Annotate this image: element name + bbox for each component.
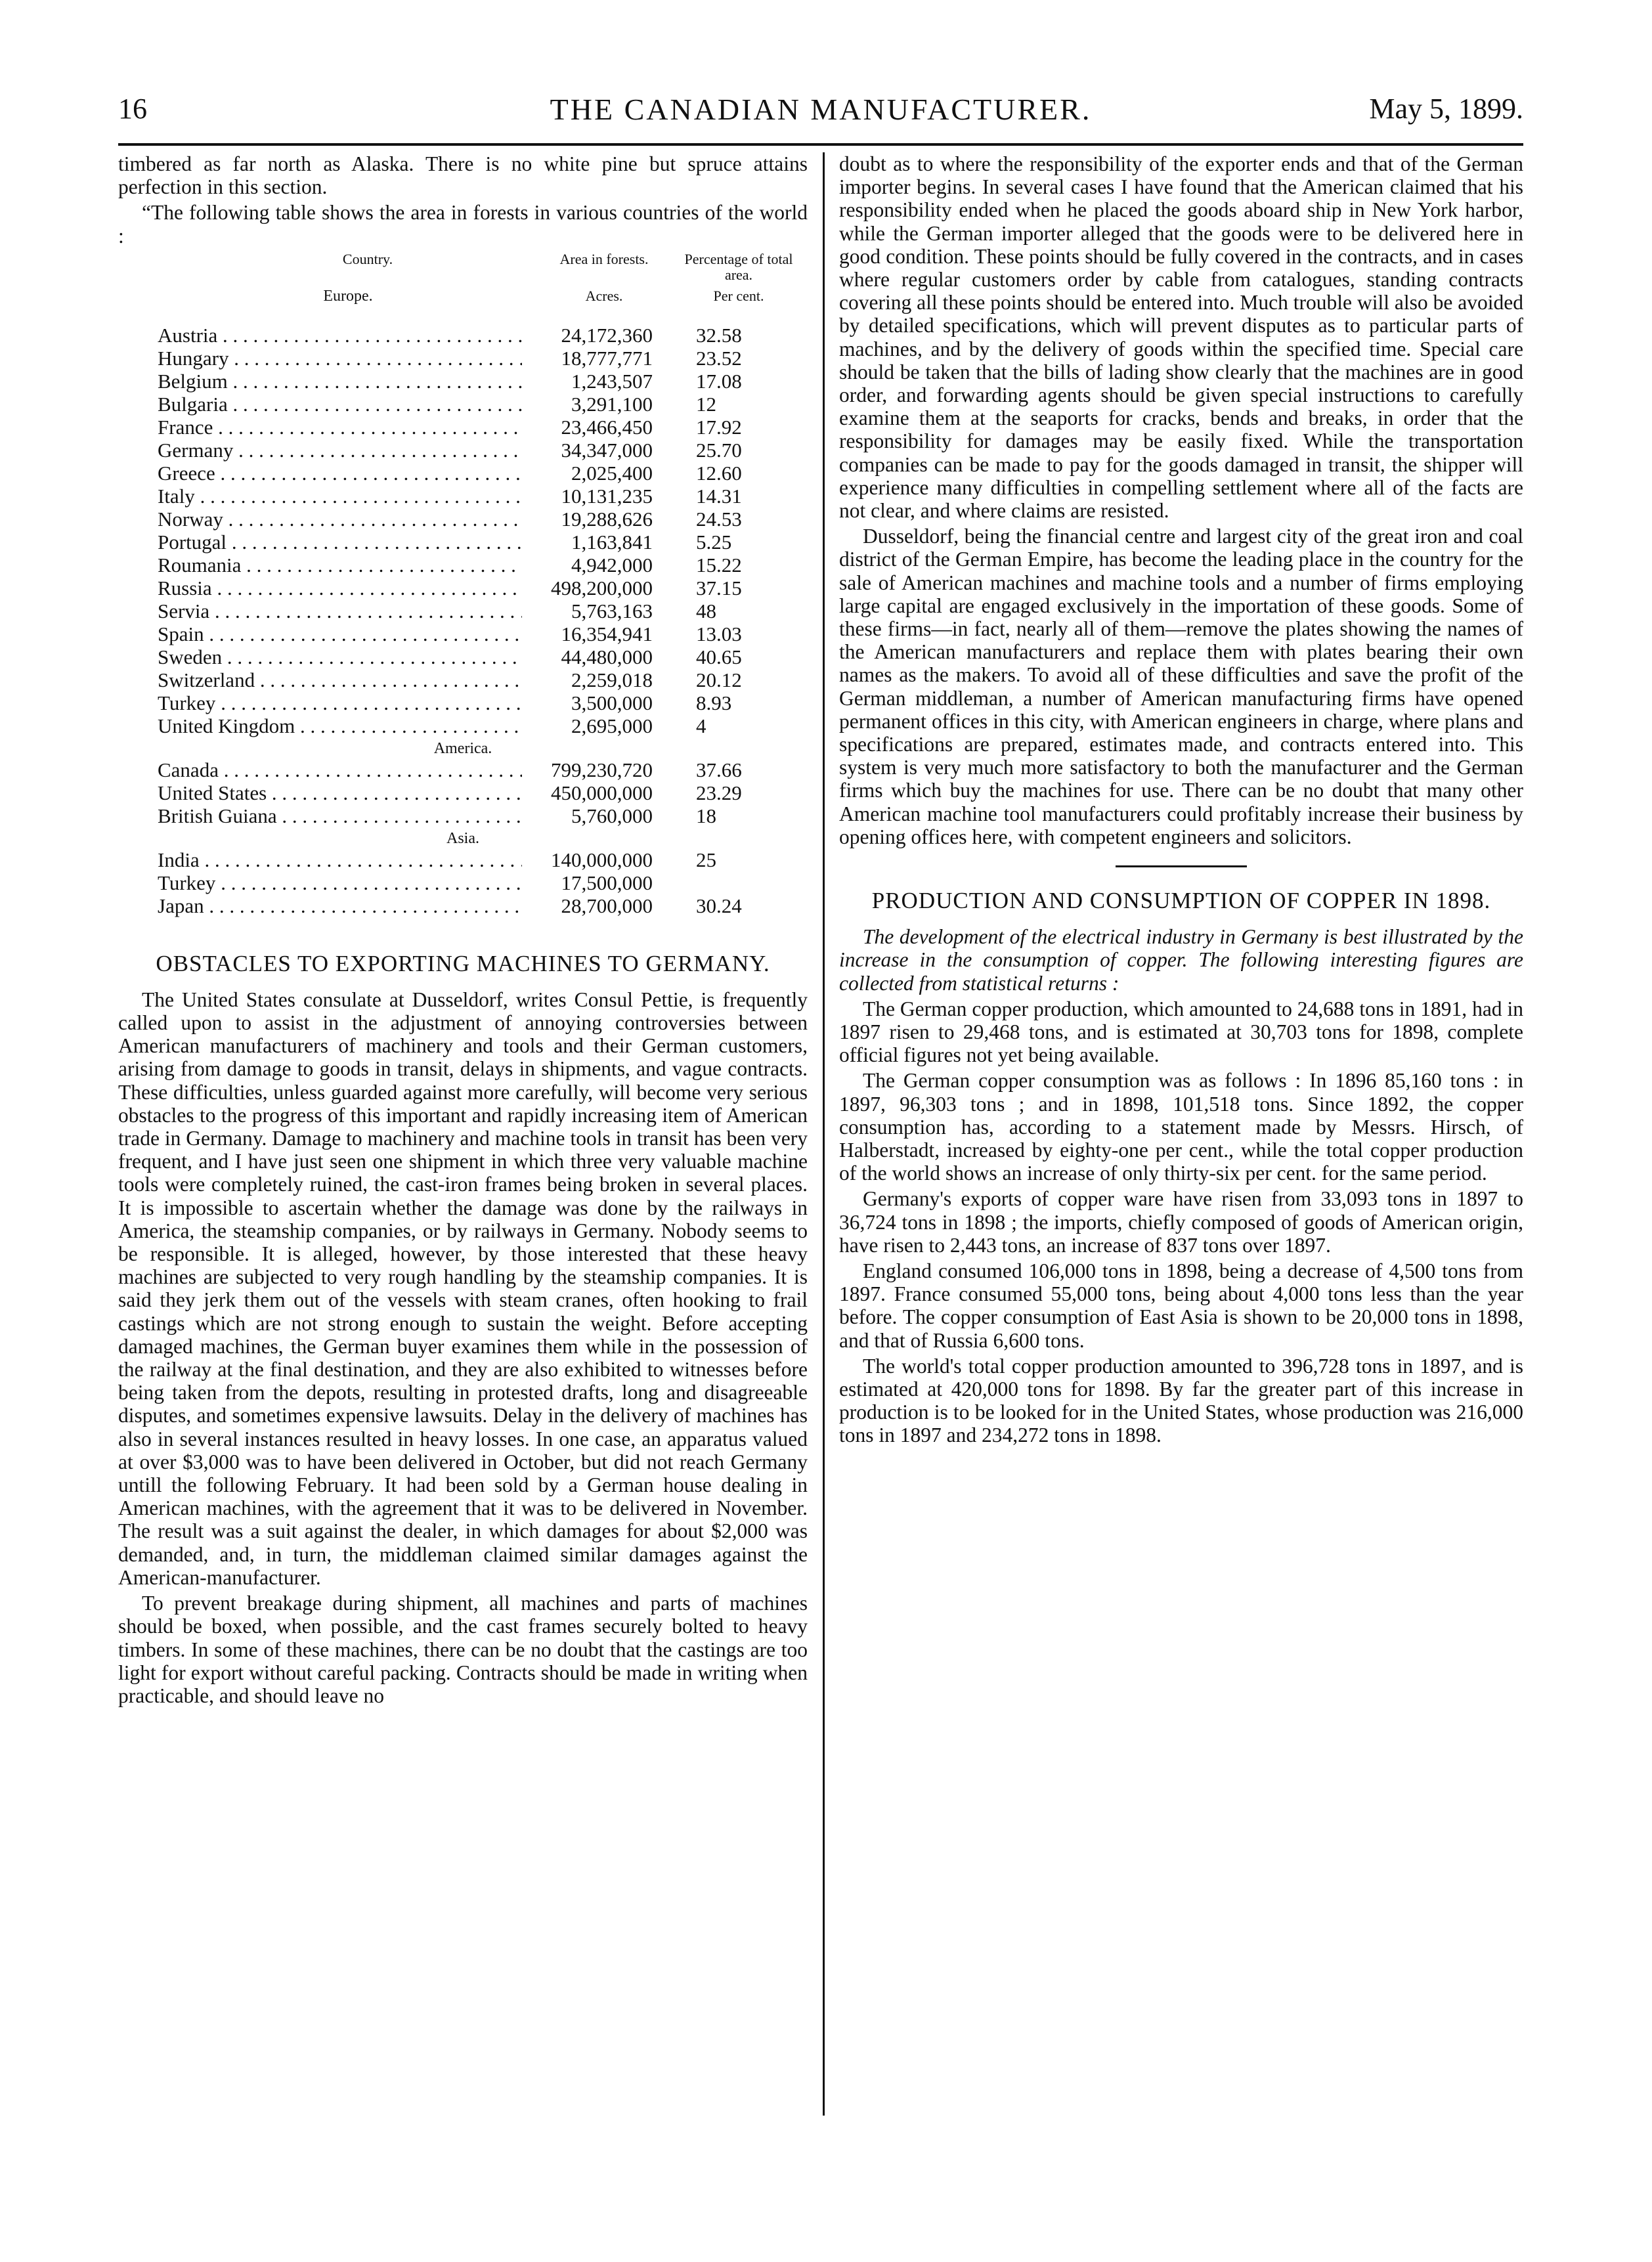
country-name: Bulgaria . . . <box>158 393 643 416</box>
percentage: 48 <box>696 599 716 622</box>
table-row <box>118 599 808 622</box>
copper-paragraph-england: England consumed 106,000 tons in 1898, being a decrease of 4,500 tons from 1897. France consumed 55,000 tons, being about 4,000 tons less than the year before. The copper consumption of East Asia is shown to be 20,000 tons in 1898, and that of Russia 6,600 tons. <box>839 1259 1523 1352</box>
percentage: 14.31 <box>696 484 742 508</box>
obstacles-paragraph-2: To prevent breakage during shipment, all machines and parts of machines should be boxed, when possible, and the cast frames securely bolted to heavy timbers. In some of these machines, there can be no doubt that the castings are too light for export without careful packing. Contracts should be made in writing when practicable, and should leave no <box>118 1592 808 1707</box>
article-title-obstacles: OBSTACLES TO EXPORTING MACHINES TO GERMANY. <box>156 950 770 976</box>
table-row <box>118 668 808 691</box>
area-acres: 28,700,000 <box>522 894 653 917</box>
area-acres: 2,695,000 <box>522 714 653 737</box>
article-title-copper: PRODUCTION AND CONSUMPTION OF COPPER IN 1898. <box>871 888 1491 914</box>
country-name: United States . . . <box>158 781 643 804</box>
area-acres: 10,131,235 <box>522 485 653 508</box>
percentage: 37.15 <box>696 576 742 599</box>
area-acres: 5,760,000 <box>522 804 653 827</box>
country-name: Greece . . . <box>158 462 643 485</box>
col-header-country: Country. <box>342 250 393 267</box>
table-row <box>118 714 808 737</box>
country-name: Norway . . . <box>158 508 643 531</box>
unit-per-cent: Per cent. <box>713 287 764 304</box>
area-acres: 2,025,400 <box>522 462 653 485</box>
section-europe: Europe. <box>323 287 373 305</box>
percentage: 12.60 <box>696 461 742 485</box>
left-column <box>118 152 808 1710</box>
percentage: 5.25 <box>696 530 732 554</box>
right-column <box>839 152 1523 1450</box>
table-intro: “The following table shows the area in forests in various countries of the world : <box>118 201 808 248</box>
area-acres: 3,500,000 <box>522 691 653 714</box>
table-row <box>118 554 808 576</box>
area-acres: 16,354,941 <box>522 622 653 645</box>
section-asia: Asia. <box>446 829 479 847</box>
table-section-asia <box>118 848 808 917</box>
area-acres: 19,288,626 <box>522 508 653 531</box>
percentage: 32.58 <box>696 323 742 347</box>
table-row <box>118 691 808 714</box>
percentage: 23.52 <box>696 346 742 370</box>
percentage: 8.93 <box>696 691 732 714</box>
country-name: Hungary . . . <box>158 347 643 370</box>
percentage: 25.70 <box>696 438 742 462</box>
percentage: 20.12 <box>696 668 742 691</box>
obstacles-paragraph-1: The United States consulate at Dusseldorf, writes Consul Pettie, is frequently called upon to assist in the adjustment of annoying controversies between American manufacturers of machinery and tools and their German customers, arising from damage to goods in transit, delays in shipments, and vague contracts. These difficulties, unless guarded against more carefully, will become very serious obstacles to the progress of this important and rapidly increasing item of American trade in Germany. Damage to machinery and machine tools in transit has been very frequent, and I have just seen one shipment in which three very valuable machine tools were completely ruined, the cast-iron frames being broken in several places. It is impossible to ascertain whether the damage was done by the railways in America, the steamship companies, or by railways in Germany. Nobody seems to be responsible. It is alleged, however, by those interested that these heavy machines are subjected to very rough handling by the steamship companies. It is said they jerk them out of the vessels with steam cranes, often hooking to frail castings which are not strong enough to sustain the weight. Before accepting damaged machines, the German buyer examines them while in the possession of the railway at the final destination, and they are also exhibited to witnesses before being taken from the depots, resulting in protested drafts, long and disagreeable disputes, and sometimes expensive lawsuits. Delay in the delivery of machines has also in several instances resulted in heavy losses. In one case, an apparatus valued at over $3,000 was to have been delivered in October, but did not reach Germany untill the following February. It had been sold by a German house dealing in American machines, with the agreement that it was to be delivered in November. The result was a suit against the dealer, in which damages for about $2,000 was demanded, and, in turn, the middleman claimed similar damages against the American-manufacturer. <box>118 988 808 1589</box>
percentage: 25 <box>696 848 716 871</box>
country-name: Servia . . . <box>158 599 643 622</box>
table-row <box>118 462 808 485</box>
obstacles-continued-paragraph: doubt as to where the responsibility of the exporter ends and that of the German importer begins. In several cases I have found that the American claimed that his responsibility ended when he placed the goods aboard ship in New York harbor, while the German importer alleged that the goods were to be delivered here in good condition. These points should be fully covered in the contracts, and in cases where regular customers order by cable from catalogues, standing contracts covering all these points should be entered into. Much trouble will also be avoided by detailed specifications, which will prevent disputes as to particular parts of machines, and by the delivery of goods within the specified time. Special care should be taken that the bills of lading show clearly that the machines are in good order, and forwarding agents should be given special instructions to carefully examine them at the seaports for cracks, bends and breaks, in order that the responsibility for damages may be easily fixed. While the transportation companies can be made to pay for the goods damaged in transit, the shipper will experience many difficulties in compelling settlement where all of the facts are not clear, and where claims are resisted. <box>839 152 1523 523</box>
table-row <box>118 508 808 531</box>
table-row <box>118 439 808 462</box>
area-acres: 17,500,000 <box>522 871 653 894</box>
area-acres: 799,230,720 <box>522 758 653 781</box>
country-name: Austria . . . <box>158 324 643 347</box>
country-name: Belgium . . . <box>158 370 643 393</box>
country-name: Roumania . . . <box>158 554 643 576</box>
section-america: America. <box>433 739 492 757</box>
area-acres: 2,259,018 <box>522 668 653 691</box>
country-name: Sweden . . . <box>158 645 643 668</box>
percentage: 17.92 <box>696 415 742 439</box>
copper-paragraph-production: The German copper production, which amounted to 24,688 tons in 1891, had in 1897 risen to 29,468 tons, and is estimated at 30,703 tons for 1898, complete official figures not yet being available. <box>839 997 1523 1067</box>
copper-paragraph-exports: Germany's exports of copper ware have risen from 33,093 tons in 1897 to 36,724 tons in 1898 ; the imports, chiefly composed of goods of American origin, have risen to 2,443 tons, an increase of 837 tons over 1897. <box>839 1187 1523 1257</box>
area-acres: 44,480,000 <box>522 645 653 668</box>
area-acres: 34,347,000 <box>522 439 653 462</box>
copper-paragraph-consumption: The German copper consumption was as follows : In 1896 85,160 tons : in 1897, 96,303 tons ; and in 1898, 101,518 tons. Since 1892, the copper consumption has, according to a statement made by Messrs. Hirsch, of Halberstadt, increased by eighty-one per cent., while the total copper production of the world shows an increase of only thirty-six per cent. for the same period. <box>839 1069 1523 1185</box>
percentage: 40.65 <box>696 645 742 668</box>
area-acres: 3,291,100 <box>522 393 653 416</box>
table-row <box>118 531 808 554</box>
percentage: 17.08 <box>696 369 742 393</box>
country-name: Spain . . . <box>158 622 643 645</box>
copper-paragraph-intro: The development of the electrical industry in Germany is best illustrated by the increase in the consumption of copper. The following interesting figures are collected from statistical returns : <box>839 925 1523 995</box>
area-acres: 18,777,771 <box>522 347 653 370</box>
col-header-percentage: Percentage of total area. <box>684 250 793 283</box>
table-section-europe <box>118 324 808 737</box>
percentage: 15.22 <box>696 553 742 576</box>
area-acres: 450,000,000 <box>522 781 653 804</box>
column-divider <box>823 152 825 2116</box>
country-name: Germany . . . <box>158 439 643 462</box>
table-row <box>118 871 808 894</box>
table-row <box>118 324 808 347</box>
unit-acres: Acres. <box>585 287 623 304</box>
area-acres: 140,000,000 <box>522 848 653 871</box>
country-name: Portugal . . . <box>158 531 643 554</box>
issue-date: May 5, 1899. <box>1369 93 1523 125</box>
country-name: British Guiana . . . <box>158 804 643 827</box>
country-name: Canada . . . <box>158 758 643 781</box>
country-name: Turkey . . . <box>158 871 643 894</box>
percentage: 4 <box>696 714 706 737</box>
table-row <box>118 804 808 827</box>
page-number: 16 <box>118 93 147 125</box>
percentage: 23.29 <box>696 781 742 804</box>
table-row <box>118 347 808 370</box>
country-name: France . . . <box>158 416 643 439</box>
area-acres: 5,763,163 <box>522 599 653 622</box>
header-rule <box>118 143 1523 146</box>
country-name: Japan . . . <box>158 894 643 917</box>
table-row <box>118 576 808 599</box>
intro-paragraph: timbered as far north as Alaska. There is no white pine but spruce attains perfection in this section. <box>118 152 808 199</box>
area-acres: 23,466,450 <box>522 416 653 439</box>
country-name: Italy . . . <box>158 485 643 508</box>
table-row <box>118 622 808 645</box>
country-name: India . . . <box>158 848 643 871</box>
page-header <box>118 92 1523 138</box>
percentage: 30.24 <box>696 894 742 917</box>
table-row <box>118 393 808 416</box>
table-row <box>118 416 808 439</box>
area-acres: 1,163,841 <box>522 531 653 554</box>
table-row <box>118 848 808 871</box>
forest-table-header <box>118 250 808 324</box>
table-row <box>118 894 808 917</box>
publication-title: THE CANADIAN MANUFACTURER. <box>550 93 1092 126</box>
area-acres: 498,200,000 <box>522 576 653 599</box>
table-row <box>118 485 808 508</box>
country-name: Turkey . . . <box>158 691 643 714</box>
table-row <box>118 758 808 781</box>
table-section-america <box>118 758 808 827</box>
percentage: 24.53 <box>696 507 742 531</box>
percentage: 37.66 <box>696 758 742 781</box>
copper-paragraph-world: The world's total copper production amounted to 396,728 tons in 1897, and is estimated at 420,000 tons for 1898. By far the greater part of this increase in production is to be looked for in the United States, whose production was 216,000 tons in 1897 and 234,272 tons in 1898. <box>839 1354 1523 1447</box>
table-row <box>118 781 808 804</box>
table-row <box>118 370 808 393</box>
country-name: Switzerland . . . <box>158 668 643 691</box>
section-divider <box>1116 865 1247 867</box>
percentage: 13.03 <box>696 622 742 645</box>
dusseldorf-paragraph: Dusseldorf, being the financial centre and largest city of the great iron and coal district of the German Empire, has become the leading place in the country for the sale of American machines and machine tools and a number of firms employing large capital are engaged exclusively in the importation of these goods. Some of these firms—in fact, nearly all of them—remove the plates showing the names of the American manufacturers and replace them with plates bearing their own names as the makers. To avoid all of these difficulties and save the profit of the German middleman, a number of American manufacturing firms have opened permanent offices in this city, with American engineers in charge, where plans and specifications are prepared, estimates made, and contracts entered into. This system is very much more satisfactory to both the manufacturer and the German firms which buy the machines for use. There can be no doubt that many other American machine tool manufacturers could profitably increase their business by opening offices here, with competent engineers and solicitors. <box>839 525 1523 848</box>
area-acres: 24,172,360 <box>522 324 653 347</box>
percentage: 12 <box>696 392 716 416</box>
country-name: Russia . . . <box>158 576 643 599</box>
area-acres: 4,942,000 <box>522 554 653 576</box>
country-name: United Kingdom . . . <box>158 714 643 737</box>
table-row <box>118 645 808 668</box>
percentage: 18 <box>696 804 716 827</box>
col-header-area: Area in forests. <box>559 250 649 267</box>
area-acres: 1,243,507 <box>522 370 653 393</box>
